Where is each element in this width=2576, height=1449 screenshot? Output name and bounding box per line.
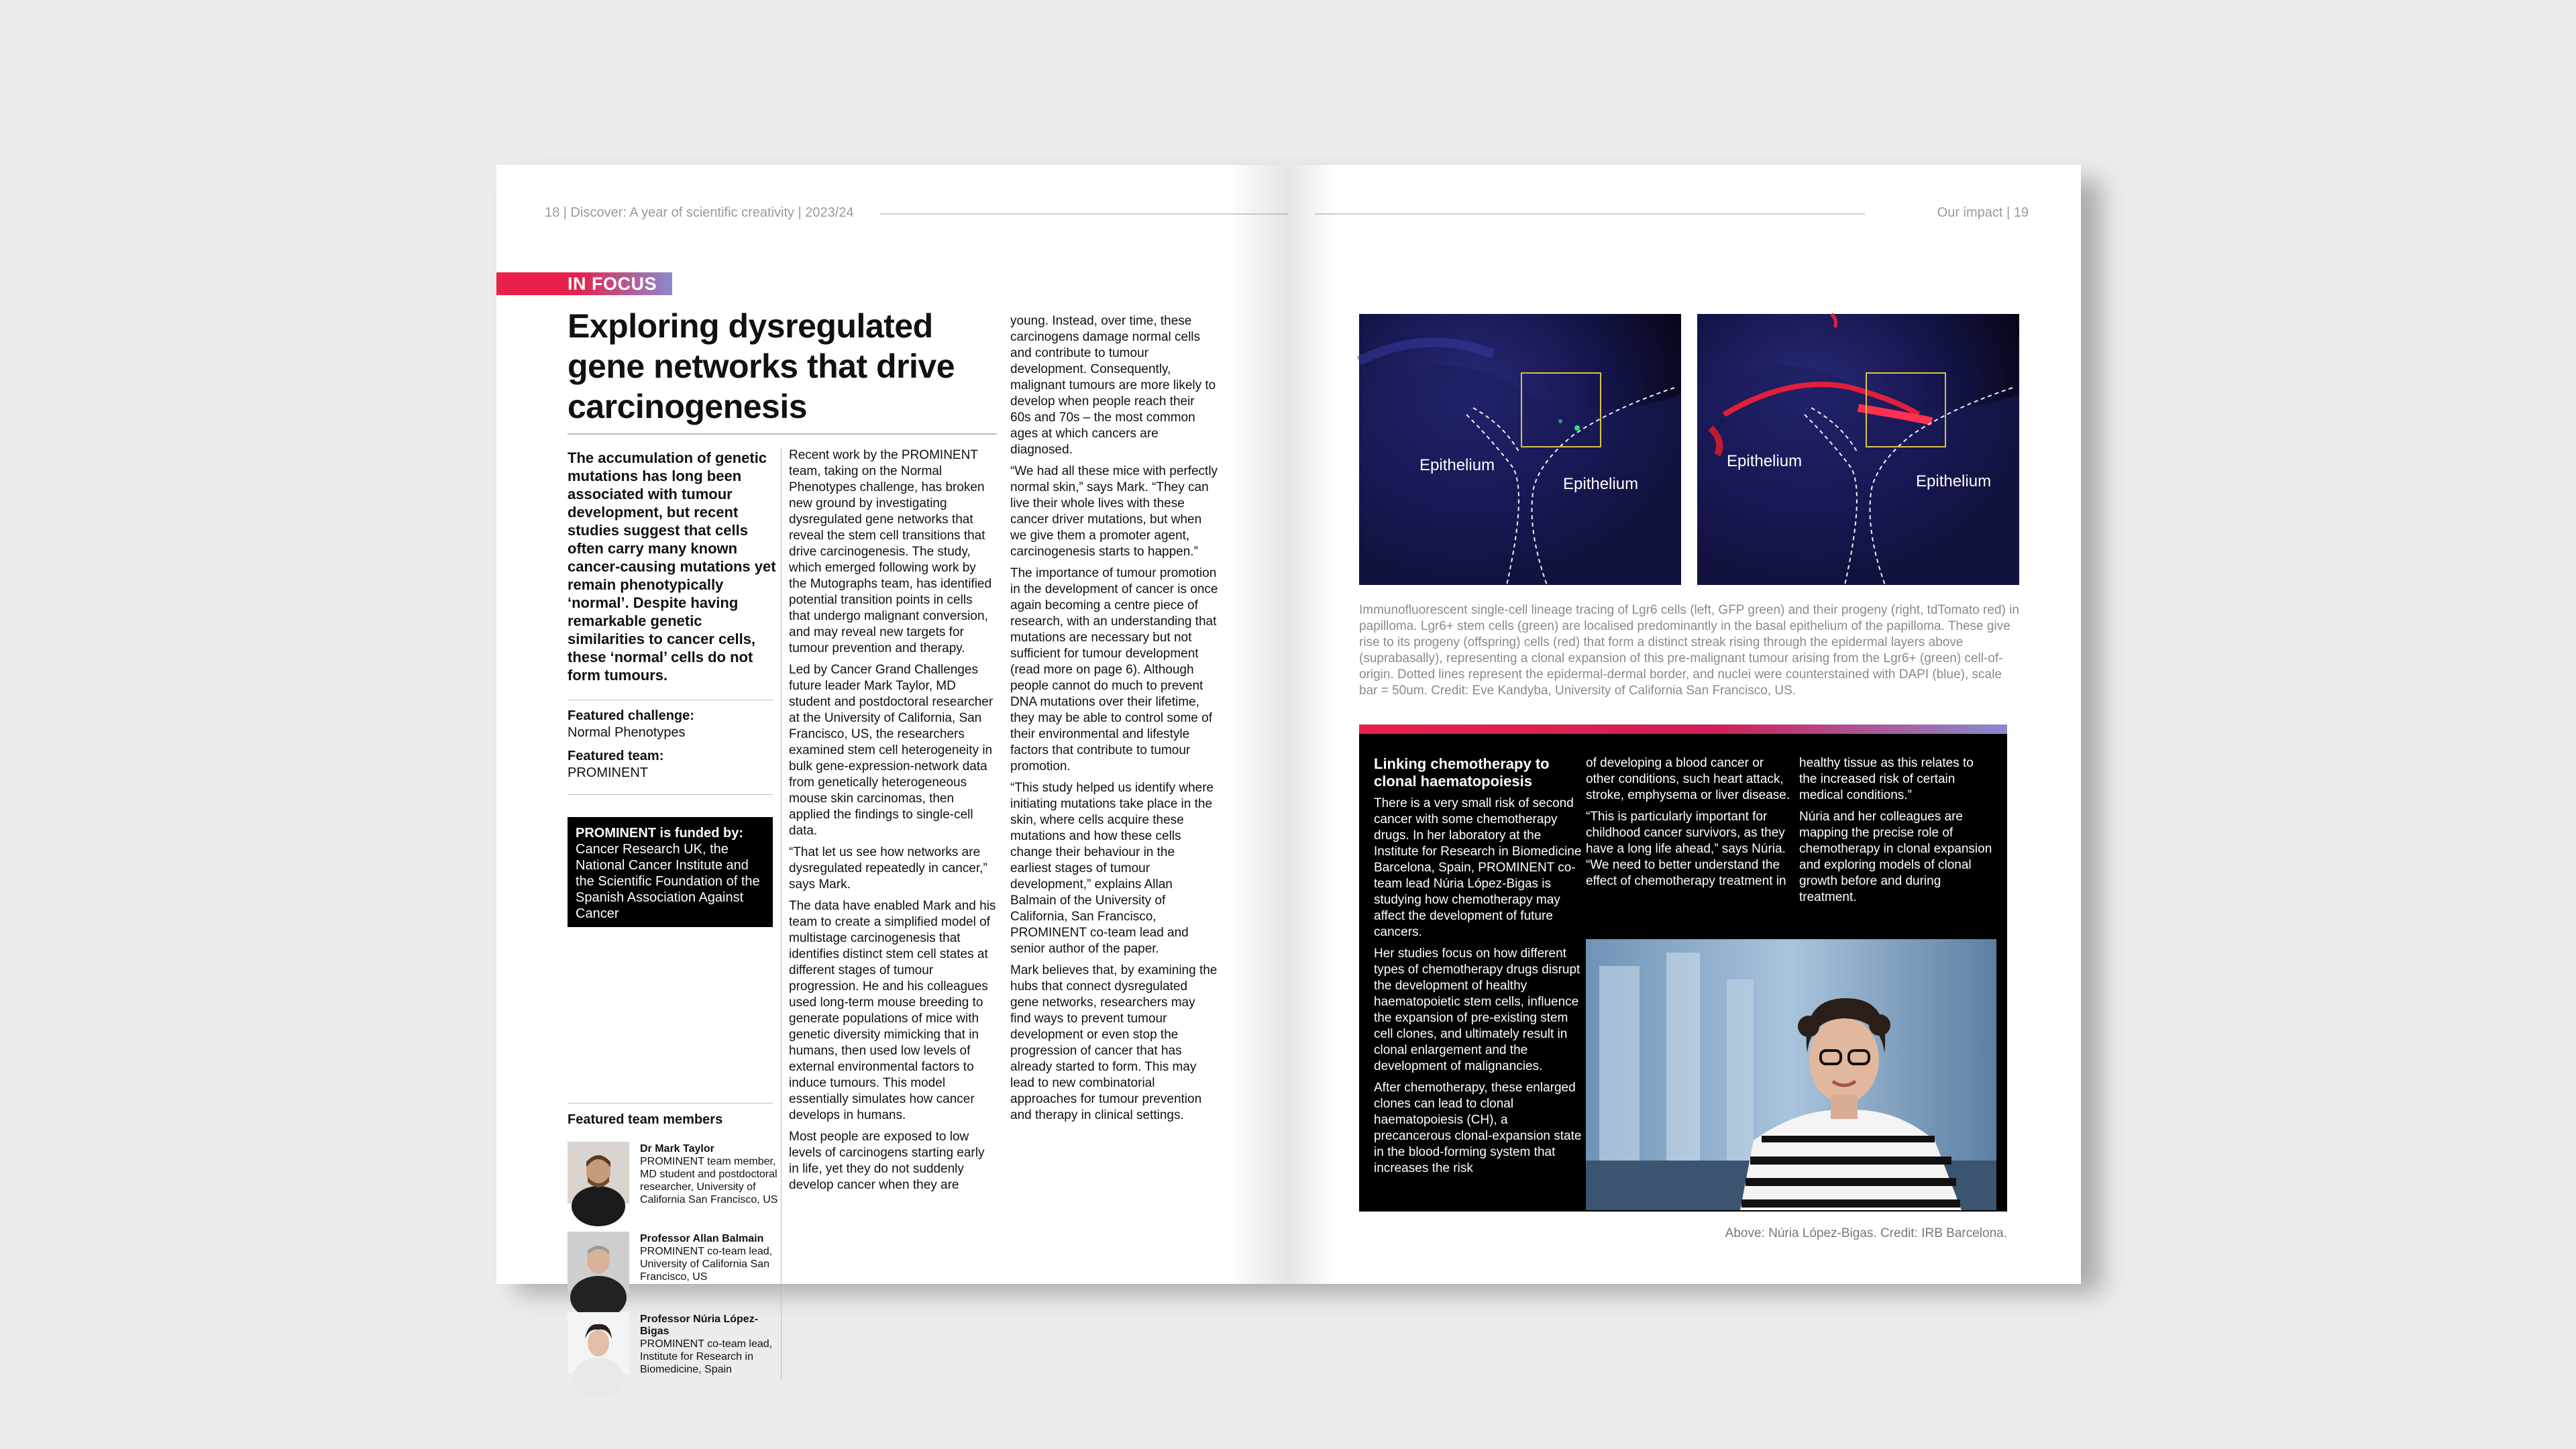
- paragraph: Recent work by the PROMINENT team, taking on the Normal Phenotypes challenge, has broken new ground by investigating dysregulated gene networks that reveal the stem cell transitions that drive carcinogenesis. The study, which emerged following work by the Mutographs team, has identified potential transition points in cells that undergo malignant conversion, and may reveal new targets for tumour prevention and therapy.: [789, 448, 992, 655]
- member-name: Dr Mark Taylor: [640, 1143, 714, 1155]
- featured-challenge-value: Normal Phenotypes: [568, 725, 686, 740]
- sidebar-box: [1359, 734, 2007, 1212]
- featured-team-value: PROMINENT: [568, 765, 648, 780]
- gutter-shade: [1228, 165, 1288, 1284]
- epithelium-label: Epithelium: [1916, 472, 1992, 490]
- left-running-head: 18 | Discover: A year of scientific creativity | 2023/24: [545, 205, 854, 220]
- figure-caption: Immunofluorescent single-cell lineage tracing of Lgr6 cells (left, GFP green) and their progeny (right, tdTomato red) in papilloma. Lgr6+ stem cells (green) are localised predominantly in the basal epithelium of the papilloma. These give rise to its progeny (offspring) cells (red) that form a distinct streak rising through the epidermal layers above (suprabasally), representing a clonal expansion of this pre-malignant tumour arising from the Lgr6+ (green) cell-of-origin. Dotted lines represent the epidermal-dermal border, and nuclei were counterstained with DAPI (blue), scale bar = 50um. Credit: Eve Kandyba, University of California San Francisco, US.: [1359, 603, 2019, 698]
- avatar: [568, 1232, 629, 1293]
- paragraph: young. Instead, over time, these carcinogens damage normal cells and contribute to tumour development. Consequently, malignant tumours are more likely to develop when people reach their 60s and 70s – the most common ages at which cancers are diagnosed.: [1010, 314, 1216, 457]
- column-divider: [781, 448, 782, 1381]
- paragraph: “This study helped us identify where initiating mutations take place in the skin, where cells acquire these mutations and how these cells change their behaviour in the earliest stages of tumour development,” explains Allan Balmain of the University of California, San Francisco, PROMINENT co-team lead and senior author of the paper.: [1010, 781, 1214, 956]
- box-title: Linking chemotherapy to clonal haematopoiesis: [1374, 755, 1550, 790]
- team-member: [568, 1142, 782, 1209]
- paragraph: “That let us see how networks are dysregulated repeatedly in cancer,” says Mark.: [789, 845, 987, 892]
- member-description: PROMINENT co-team lead, University of California San Francisco, US: [640, 1246, 773, 1283]
- member-name: Professor Allan Balmain: [640, 1233, 764, 1244]
- funding-title: PROMINENT is funded by:: [576, 826, 743, 841]
- box-column-2: [1586, 755, 1794, 895]
- avatar: [568, 1142, 629, 1203]
- right-page: [1288, 165, 2081, 1284]
- article-lede: The accumulation of genetic mutations has long been associated with tumour development, but recent studies suggest that cells often carry many known cancer-causing mutations yet remain phenotypically ‘normal’. Despite having remarkable genetic similarities to cancer cells, these ‘normal’ cells do not form tumours.: [568, 449, 776, 684]
- featured-members-label: Featured team members: [568, 1112, 723, 1127]
- paragraph: Mark believes that, by examining the hubs that connect dysregulated gene networks, researchers may find ways to prevent tumour development or even stop the progression of cancer that has already started to form. This may lead to new combinatorial approaches for tumour prevention and therapy in clinical settings.: [1010, 963, 1218, 1122]
- photo-caption: Above: Núria López-Bigas. Credit: IRB Barcelona.: [1725, 1226, 2007, 1240]
- epithelium-label: Epithelium: [1419, 456, 1495, 474]
- gutter-shade: [1288, 165, 1335, 1284]
- paragraph: Led by Cancer Grand Challenges future leader Mark Taylor, MD student and postdoctoral researcher at the University of California, San Francisco, US, the researchers examined stem cell heterogeneity in bulk gene-expression-network data from genetically heterogeneous mouse skin carcinomas, then applied the findings to single-cell data.: [789, 663, 994, 838]
- box-column-3: [1799, 755, 1994, 911]
- featured-challenge-label: Featured challenge:: [568, 708, 694, 723]
- box-gradient-bar: [1359, 724, 2007, 734]
- funding-box: [568, 817, 773, 927]
- section-tag: IN FOCUS: [568, 274, 657, 294]
- portrait-photo: [1586, 939, 1996, 1210]
- member-description: PROMINENT team member, MD student and postdoctoral researcher, University of California San Francisco, US: [640, 1156, 778, 1205]
- meta-rule: [568, 794, 773, 795]
- featured-team-label: Featured team:: [568, 749, 664, 763]
- right-header-rule: [1315, 213, 1865, 215]
- epithelium-label: Epithelium: [1727, 452, 1803, 470]
- microscopy-figure: [1359, 314, 2019, 585]
- right-running-head: Our impact | 19: [1937, 205, 2029, 220]
- paragraph: After chemotherapy, these enlarged clones can lead to clonal haematopoiesis (CH), a precancerous clonal-expansion state in the blood-forming system that increases the risk: [1374, 1081, 1582, 1175]
- paragraph: There is a very small risk of second cancer with some chemotherapy drugs. In her laboratory at the Institute for Research in Biomedicine Barcelona, Spain, PROMINENT co-team lead Núria López-Bigas is studying how chemotherapy may affect the development of future cancers.: [1374, 796, 1582, 939]
- microscopy-panel-gfp: [1359, 314, 1681, 585]
- paragraph: Most people are exposed to low levels of carcinogens starting early in life, yet they do not suddenly develop cancer when they are: [789, 1130, 985, 1192]
- article-column-2: [789, 447, 997, 1199]
- paragraph: The data have enabled Mark and his team to create a simplified model of multistage carcinogenesis that identifies distinct stem cell states at different stages of tumour progression. He and his colleagues used long-term mouse breeding to generate populations of mice with genetic diversity mimicking that in humans, then used low levels of external environmental factors to induce tumours. This model essentially simulates how cancer develops in humans.: [789, 899, 996, 1122]
- paragraph: of developing a blood cancer or other conditions, such heart attack, stroke, emphysema or liver disease.: [1586, 756, 1790, 802]
- article-title: Exploring dysregulated gene networks that drive carcinogenesis: [568, 307, 955, 425]
- team-member: [568, 1232, 782, 1299]
- member-name: Professor Núria López-Bigas: [640, 1313, 759, 1337]
- epithelium-label: Epithelium: [1563, 475, 1639, 493]
- member-description: PROMINENT co-team lead, Institute for Research in Biomedicine, Spain: [640, 1338, 773, 1375]
- paragraph: “We had all these mice with perfectly normal skin,” says Mark. “They can live their whole lives with these cancer driver mutations, but when we give them a promoter agent, carcinogenesis starts to happen.”: [1010, 464, 1218, 559]
- team-member: [568, 1312, 782, 1379]
- box-column-1: [1374, 755, 1582, 1182]
- left-header-rule: [880, 213, 1288, 215]
- paragraph: Her studies focus on how different types of chemotherapy drugs disrupt the development of healthy haematopoietic stem cells, influence the expansion of pre-existing stem cell clones, and ultimately result in clonal enlargement and the development of malignancies.: [1374, 947, 1580, 1073]
- avatar: [568, 1312, 629, 1374]
- funding-text: Cancer Research UK, the National Cancer Institute and the Scientific Foundation of the Spanish Association Against Cancer: [576, 842, 760, 921]
- paragraph: The importance of tumour promotion in the development of cancer is once again becoming a centre piece of research, with an understanding that mutations are necessary but not sufficient for tumour development (read more on page 6). Although people cannot do much to prevent DNA mutations over their lifetime, they may be able to control some of their environmental and lifestyle factors that contribute to tumour promotion.: [1010, 566, 1218, 773]
- left-page: [496, 165, 1288, 1375]
- paragraph: Núria and her colleagues are mapping the precise role of chemotherapy in clonal expansion and exploring models of clonal growth before and during treatment.: [1799, 810, 1992, 904]
- article-column-3: [1010, 313, 1218, 1129]
- paragraph: “This is particularly important for childhood cancer survivors, as they have a long life ahead,” says Núria. “We need to better understand the effect of chemotherapy treatment in: [1586, 810, 1786, 888]
- members-rule: [568, 1103, 773, 1104]
- paragraph: healthy tissue as this relates to the increased risk of certain medical conditions.”: [1799, 756, 1974, 802]
- microscopy-panel-tdtomato: [1697, 314, 2019, 585]
- title-rule: [568, 433, 997, 435]
